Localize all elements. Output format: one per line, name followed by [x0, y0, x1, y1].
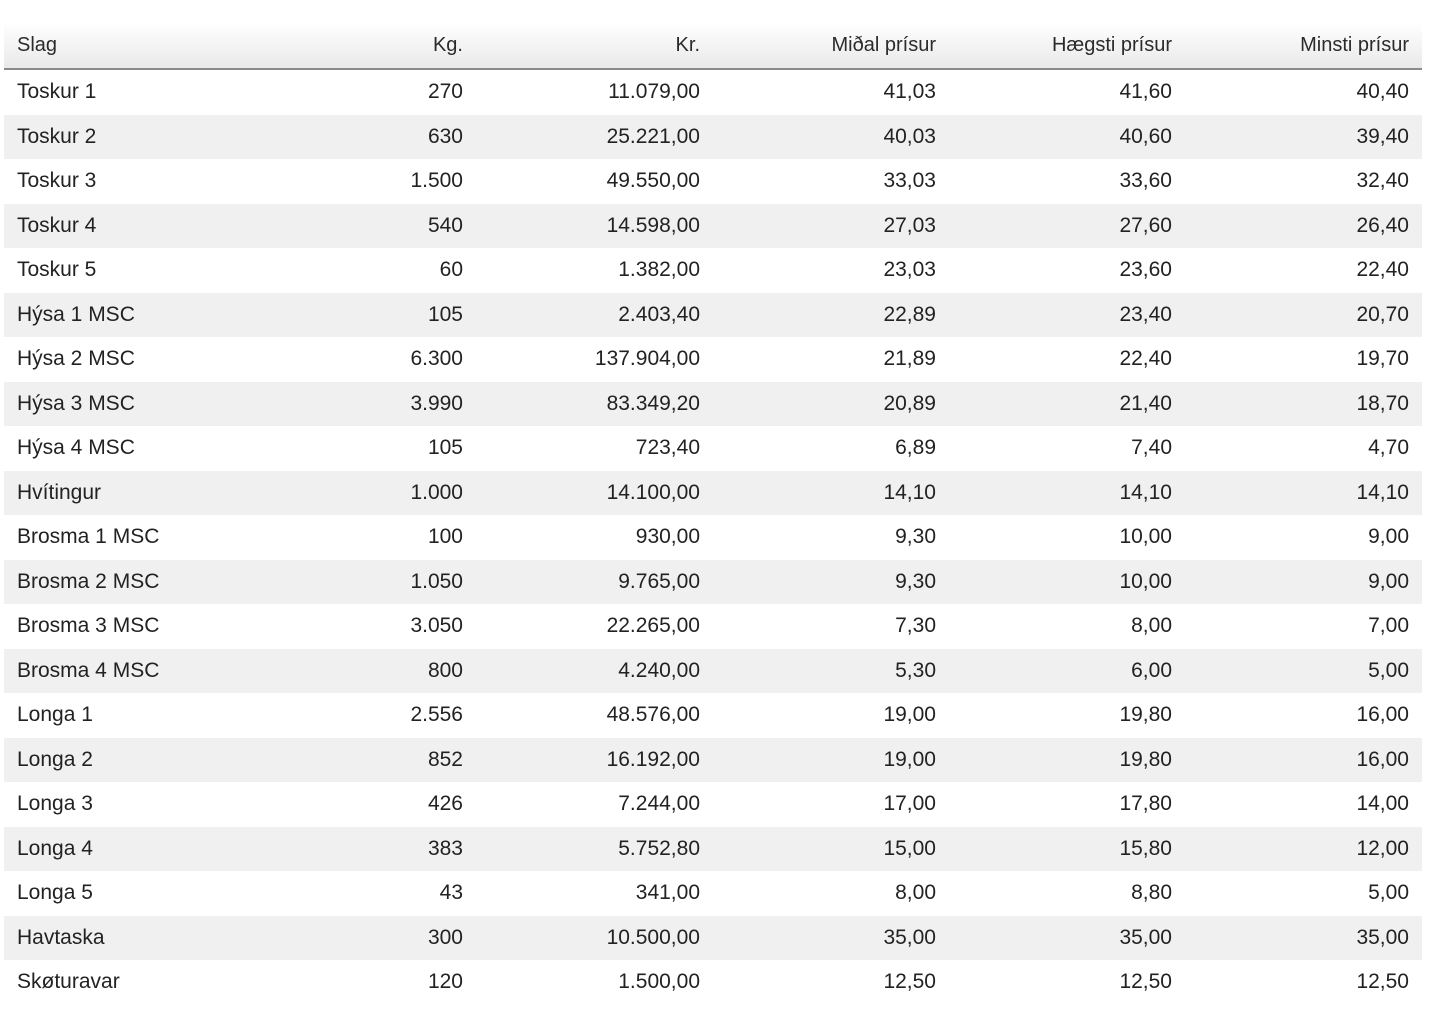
cell-slag: Longa 5: [17, 881, 93, 905]
cell-midal-prisur: 6,89: [895, 436, 936, 460]
cell-minsti-prisur: 5,00: [1185, 649, 1422, 694]
cell-slag: Toskur 3: [17, 169, 97, 193]
cell-minsti-prisur: 19,70: [1356, 347, 1409, 371]
table-row: [4, 960, 1422, 1005]
cell-slag: Longa 4: [4, 827, 240, 872]
cell-kr: 341,00: [635, 881, 700, 905]
cell-kr: 930,00: [635, 525, 700, 549]
cell-kr: 7.244,00: [618, 792, 700, 816]
cell-midal-prisur: 7,30: [895, 614, 936, 638]
cell-minsti-prisur: 5,00: [1368, 881, 1409, 905]
cell-minsti-prisur: 9,00: [1368, 525, 1409, 549]
cell-kg: 3.990: [240, 382, 476, 427]
cell-minsti-prisur: 40,40: [1356, 80, 1409, 104]
cell-kr: 1.500,00: [618, 970, 700, 994]
cell-slag: Hvítingur: [4, 471, 240, 516]
cell-minsti-prisur: 16,00: [1185, 738, 1422, 783]
cell-minsti-prisur: 14,10: [1185, 471, 1422, 516]
table-row: [4, 337, 1422, 382]
cell-midal-prisur: 9,30: [713, 560, 949, 605]
cell-haegsti-prisur: 19,80: [949, 738, 1185, 783]
cell-kg: 6.300: [410, 347, 463, 371]
cell-haegsti-prisur: 10,00: [1119, 525, 1172, 549]
cell-slag: Brosma 4 MSC: [4, 649, 240, 694]
cell-kr: 16.192,00: [476, 738, 713, 783]
cell-kr: 2.403,40: [476, 293, 713, 338]
cell-kr: 4.240,00: [476, 649, 713, 694]
table-row: [4, 871, 1422, 916]
cell-kr: 137.904,00: [594, 347, 700, 371]
table-row: [4, 560, 1422, 605]
cell-kr: 48.576,00: [606, 703, 700, 727]
table-row: [4, 827, 1422, 872]
cell-haegsti-prisur: 22,40: [1119, 347, 1172, 371]
cell-slag: Longa 1: [17, 703, 93, 727]
table-body: [4, 69, 1422, 1005]
table-row: [4, 916, 1422, 961]
cell-kg: 100: [427, 525, 463, 549]
cell-midal-prisur: 14,10: [713, 471, 949, 516]
cell-haegsti-prisur: 15,80: [949, 827, 1185, 872]
cell-minsti-prisur: 7,00: [1368, 614, 1409, 638]
table-row: [4, 69, 1422, 115]
cell-kg: 852: [240, 738, 476, 783]
column-header-slag: Slag: [4, 22, 240, 69]
table-row: [4, 248, 1422, 293]
cell-haegsti-prisur: 12,50: [1119, 970, 1172, 994]
cell-slag: Havtaska: [4, 916, 240, 961]
price-table: [4, 22, 1422, 1005]
cell-slag: Hýsa 3 MSC: [4, 382, 240, 427]
cell-slag: Brosma 1 MSC: [17, 525, 160, 549]
cell-kr: 83.349,20: [476, 382, 713, 427]
cell-kg: 3.050: [410, 614, 463, 638]
cell-kg: 270: [427, 80, 463, 104]
cell-kr: 25.221,00: [476, 115, 713, 160]
cell-minsti-prisur: 9,00: [1185, 560, 1422, 605]
table-header-row: [4, 22, 1422, 69]
cell-kg: 800: [240, 649, 476, 694]
cell-minsti-prisur: 39,40: [1185, 115, 1422, 160]
cell-minsti-prisur: 16,00: [1356, 703, 1409, 727]
table-row: [4, 382, 1422, 427]
cell-midal-prisur: 21,89: [883, 347, 936, 371]
cell-kr: 14.598,00: [476, 204, 713, 249]
cell-kg: 120: [427, 970, 463, 994]
cell-slag: Toskur 1: [17, 80, 97, 104]
cell-kg: 105: [427, 436, 463, 460]
cell-midal-prisur: 19,00: [883, 703, 936, 727]
cell-minsti-prisur: 26,40: [1185, 204, 1422, 249]
cell-kr: 5.752,80: [476, 827, 713, 872]
cell-haegsti-prisur: 17,80: [1119, 792, 1172, 816]
cell-midal-prisur: 20,89: [713, 382, 949, 427]
column-header-midal-prisur: Miðal prísur: [713, 22, 949, 69]
cell-haegsti-prisur: 23,60: [1119, 258, 1172, 282]
cell-midal-prisur: 12,50: [883, 970, 936, 994]
cell-slag: Toskur 5: [17, 258, 97, 282]
table-row: [4, 515, 1422, 560]
cell-midal-prisur: 35,00: [713, 916, 949, 961]
cell-slag: Longa 2: [4, 738, 240, 783]
cell-slag: Skøturavar: [17, 970, 120, 994]
cell-haegsti-prisur: 8,80: [1131, 881, 1172, 905]
column-header-kr: Kr.: [476, 22, 713, 69]
cell-slag: Longa 3: [17, 792, 93, 816]
table-row: [4, 204, 1422, 249]
cell-midal-prisur: 23,03: [883, 258, 936, 282]
cell-kg: 43: [439, 881, 463, 905]
cell-midal-prisur: 15,00: [713, 827, 949, 872]
cell-haegsti-prisur: 35,00: [949, 916, 1185, 961]
cell-slag: Brosma 3 MSC: [17, 614, 160, 638]
table-row: [4, 738, 1422, 783]
cell-minsti-prisur: 35,00: [1185, 916, 1422, 961]
cell-kr: 49.550,00: [606, 169, 700, 193]
cell-minsti-prisur: 12,00: [1185, 827, 1422, 872]
cell-kg: 1.050: [240, 560, 476, 605]
cell-haegsti-prisur: 41,60: [1119, 80, 1172, 104]
cell-slag: Toskur 2: [4, 115, 240, 160]
table-row: [4, 293, 1422, 338]
cell-minsti-prisur: 22,40: [1356, 258, 1409, 282]
cell-haegsti-prisur: 27,60: [949, 204, 1185, 249]
cell-slag: Hýsa 4 MSC: [17, 436, 135, 460]
table-row: [4, 115, 1422, 160]
cell-kr: 1.382,00: [618, 258, 700, 282]
cell-haegsti-prisur: 8,00: [1131, 614, 1172, 638]
cell-midal-prisur: 27,03: [713, 204, 949, 249]
cell-midal-prisur: 33,03: [883, 169, 936, 193]
price-table-container: [4, 22, 1422, 1005]
table-row: [4, 604, 1422, 649]
cell-kg: 1.000: [240, 471, 476, 516]
cell-slag: Hýsa 2 MSC: [17, 347, 135, 371]
cell-kr: 723,40: [635, 436, 700, 460]
cell-minsti-prisur: 20,70: [1185, 293, 1422, 338]
cell-haegsti-prisur: 6,00: [949, 649, 1185, 694]
cell-kg: 383: [240, 827, 476, 872]
cell-haegsti-prisur: 40,60: [949, 115, 1185, 160]
cell-minsti-prisur: 14,00: [1356, 792, 1409, 816]
cell-haegsti-prisur: 23,40: [949, 293, 1185, 338]
table-row: [4, 649, 1422, 694]
table-row: [4, 159, 1422, 204]
cell-kg: 2.556: [410, 703, 463, 727]
cell-midal-prisur: 8,00: [895, 881, 936, 905]
cell-minsti-prisur: 32,40: [1356, 169, 1409, 193]
cell-slag: Brosma 2 MSC: [4, 560, 240, 605]
cell-kg: 1.500: [410, 169, 463, 193]
cell-midal-prisur: 17,00: [883, 792, 936, 816]
cell-kg: 300: [240, 916, 476, 961]
cell-midal-prisur: 40,03: [713, 115, 949, 160]
table-row: [4, 471, 1422, 516]
cell-minsti-prisur: 12,50: [1356, 970, 1409, 994]
cell-haegsti-prisur: 14,10: [949, 471, 1185, 516]
cell-minsti-prisur: 4,70: [1368, 436, 1409, 460]
column-header-haegsti-prisur: Hægsti prísur: [949, 22, 1185, 69]
cell-minsti-prisur: 18,70: [1185, 382, 1422, 427]
cell-kr: 14.100,00: [476, 471, 713, 516]
cell-kg: 60: [439, 258, 463, 282]
cell-haegsti-prisur: 10,00: [949, 560, 1185, 605]
column-header-minsti-prisur: Minsti prísur: [1185, 22, 1422, 69]
cell-midal-prisur: 22,89: [713, 293, 949, 338]
table-row: [4, 426, 1422, 471]
cell-midal-prisur: 5,30: [713, 649, 949, 694]
cell-kg: 630: [240, 115, 476, 160]
cell-kg: 426: [427, 792, 463, 816]
column-header-kg: Kg.: [240, 22, 476, 69]
cell-haegsti-prisur: 19,80: [1119, 703, 1172, 727]
cell-kr: 11.079,00: [608, 80, 700, 104]
cell-midal-prisur: 41,03: [883, 80, 936, 104]
cell-slag: Hýsa 1 MSC: [4, 293, 240, 338]
cell-haegsti-prisur: 33,60: [1119, 169, 1172, 193]
cell-slag: Toskur 4: [4, 204, 240, 249]
cell-haegsti-prisur: 7,40: [1131, 436, 1172, 460]
table-row: [4, 693, 1422, 738]
cell-haegsti-prisur: 21,40: [949, 382, 1185, 427]
cell-midal-prisur: 19,00: [713, 738, 949, 783]
cell-kr: 10.500,00: [476, 916, 713, 961]
cell-kg: 105: [240, 293, 476, 338]
cell-kg: 540: [240, 204, 476, 249]
cell-kr: 9.765,00: [476, 560, 713, 605]
cell-midal-prisur: 9,30: [895, 525, 936, 549]
table-row: [4, 782, 1422, 827]
cell-kr: 22.265,00: [606, 614, 700, 638]
